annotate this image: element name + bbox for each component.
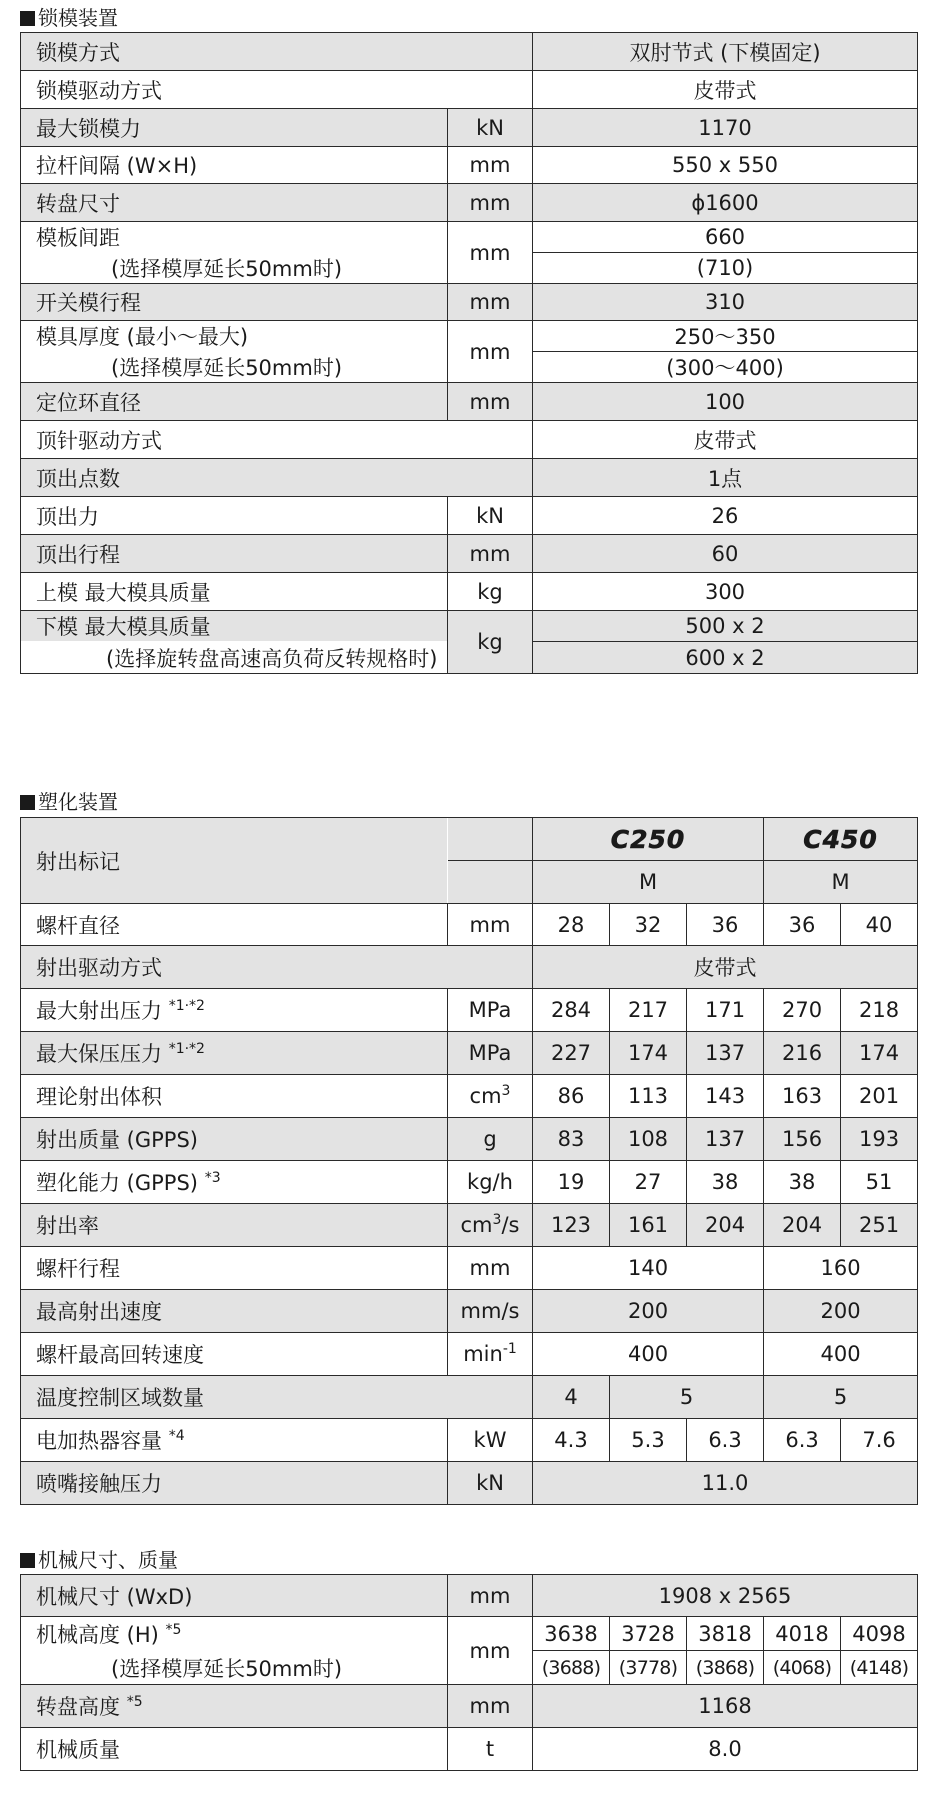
table-row: 塑化能力 (GPPS) $^{*3}$ kg/h 19 27 38 38 51 — [21, 1161, 918, 1204]
table-row: 射出率 $cm^3/s$ 123 161 204 204 251 — [21, 1204, 918, 1247]
machine-table — [20, 1574, 918, 1771]
table-row: 电加热器容量 $^{*4}$ kW 4.3 5.3 6.3 6.3 7.6 — [21, 1419, 918, 1462]
table-row: 转盘高度 $^{*5}$ mm 1168 — [21, 1685, 918, 1728]
table-row: 最高射出速度 mm/s 200 200 — [21, 1290, 918, 1333]
table-row: 螺杆最高回转速度 $\min^{-1}$ 400 400 — [21, 1333, 918, 1376]
table-row: 锁模方式 双肘节式 (下模固定) — [21, 33, 918, 71]
table-row: 机械质量 t 8.0 — [21, 1728, 918, 1771]
square-bullet-icon — [20, 11, 35, 26]
table-row: (选择模厚延长50mm时) (710) — [21, 253, 918, 284]
brand-c250: C250 — [533, 818, 764, 861]
table-row: 顶出力 kN 26 — [21, 497, 918, 535]
table-row: 定位环直径 mm 100 — [21, 383, 918, 421]
table-row: 温度控制区域数量 4 5 5 — [21, 1376, 918, 1419]
table-row: 开关模行程 mm 310 — [21, 284, 918, 321]
table-row: 机械高度 (H) $^{*5}$ mm 3638 3728 3818 4018 4098 — [21, 1617, 918, 1651]
table-row: (选择模厚延长50mm时) (3688) (3778) (3868) (4068) (4148) — [21, 1651, 918, 1685]
table-row: 模具厚度 (最小～最大) mm 250～350 — [21, 321, 918, 352]
square-bullet-icon — [20, 1553, 35, 1568]
table-row: 下模 最大模具质量 kg 500 x 2 — [21, 611, 918, 642]
brand-c450: C450 — [764, 818, 918, 861]
injection-table — [20, 817, 918, 1505]
table-row: 最大射出压力 $^{*1\cdot*2}$ MPa 284 217 171 270 218 — [21, 989, 918, 1032]
table-row: 螺杆行程 mm 140 160 — [21, 1247, 918, 1290]
table-row: 射出标记 C250 C450 — [21, 818, 918, 861]
table-row: 转盘尺寸 mm ϕ1600 — [21, 184, 918, 222]
table-row: 射出驱动方式 皮带式 — [21, 946, 918, 989]
table-row: 上模 最大模具质量 kg 300 — [21, 573, 918, 611]
table-row: 最大保压压力 $^{*1\cdot*2}$ MPa 227 174 137 216 174 — [21, 1032, 918, 1075]
table-row: M M — [21, 861, 918, 904]
table-row: 顶出行程 mm 60 — [21, 535, 918, 573]
table-row: 螺杆直径 mm 28 32 36 36 40 — [21, 904, 918, 946]
square-bullet-icon — [20, 795, 35, 810]
table-row: 喷嘴接触压力 kN 11.0 — [21, 1462, 918, 1505]
table-row: 最大锁模力 kN 1170 — [21, 109, 918, 147]
table-row: 顶出点数 1点 — [21, 459, 918, 497]
section-title-machine: 机械尺寸、质量 — [20, 1548, 178, 1572]
table-row: 拉杆间隔 (W×H) mm 550 x 550 — [21, 147, 918, 184]
table-row: 锁模驱动方式 皮带式 — [21, 71, 918, 109]
table-row: 射出质量 (GPPS) g 83 108 137 156 193 — [21, 1118, 918, 1161]
clamping-table — [20, 32, 918, 674]
section-title-clamping: 锁模装置 — [20, 6, 118, 30]
table-row: 模板间距 mm 660 — [21, 222, 918, 253]
table-row: 机械尺寸 (WxD) mm 1908 x 2565 — [21, 1575, 918, 1617]
table-row: 顶针驱动方式 皮带式 — [21, 421, 918, 459]
table-row: 理论射出体积 $cm^3$ 86 113 143 163 201 — [21, 1075, 918, 1118]
table-row: (选择模厚延长50mm时) (300～400) — [21, 352, 918, 383]
table-row: (选择旋转盘高速高负荷反转规格时) 600 x 2 — [21, 642, 918, 674]
section-title-injection: 塑化装置 — [20, 790, 118, 814]
